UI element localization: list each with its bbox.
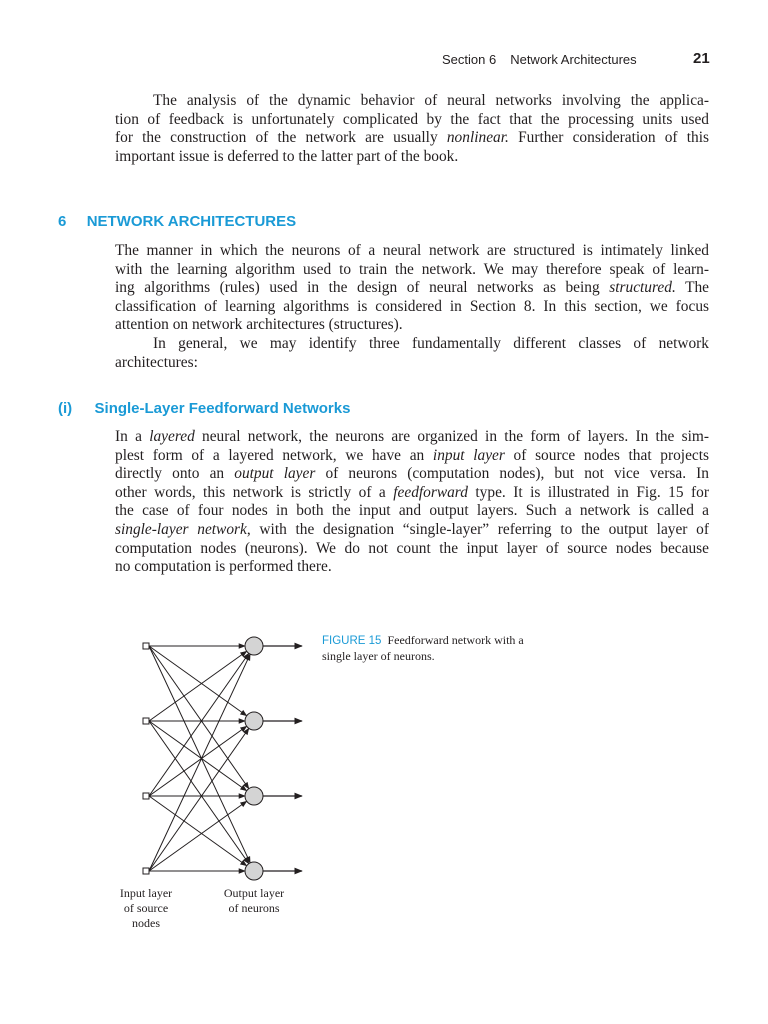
emphasis: structured. — [609, 279, 676, 297]
synapse-connection — [149, 646, 250, 863]
text-line: important issue is deferred to the latter part of the book. — [115, 147, 459, 165]
source-node — [143, 793, 149, 799]
subsection-title: Single-Layer Feedforward Networks — [94, 400, 351, 417]
input-layer-label-lines — [106, 886, 186, 931]
text-line: plest form of a layered network, we have an input layer of source nodes that projects — [115, 446, 710, 464]
output-layer-label-lines — [212, 886, 296, 916]
subsection-number: (i) — [58, 400, 73, 417]
label-line: of neurons — [228, 901, 280, 915]
page-number: 21 — [693, 50, 710, 67]
text-line: The analysis of the dynamic behavior of neural networks involving the applica- — [153, 92, 709, 109]
text-line: In a layered neural network, the neurons are organized in the form of layers. In the sim- — [115, 428, 709, 445]
synapse-connection — [149, 728, 249, 871]
label-line: of source — [123, 901, 169, 915]
label-line: Input layer — [119, 886, 173, 900]
header-title: Network Architectures — [510, 52, 637, 67]
neuron-node — [245, 787, 263, 805]
output-layer-label — [212, 886, 296, 916]
input-layer-label — [106, 886, 186, 931]
emphasis: input layer — [432, 446, 505, 464]
text-line: for the construction of the network are usually nonlinear. Further consideration of this — [115, 129, 709, 147]
section-number: 6 — [58, 213, 67, 230]
synapse-connection — [149, 721, 247, 791]
intro-paragraph-lines — [115, 92, 709, 166]
subsection-paragraph-lines — [115, 428, 709, 577]
subsection-paragraph — [115, 428, 709, 577]
figure-caption — [322, 633, 532, 664]
text-line: no computation is performed there. — [115, 558, 332, 576]
network-nodes — [143, 637, 263, 880]
intro-paragraph — [115, 92, 709, 166]
text-line: directly onto an output layer of neurons (computation nodes), but not vice versa. In — [115, 465, 709, 483]
label-line: Output layer — [223, 886, 285, 900]
text-line: the case of four nodes in both the input and output layers. Such a network is called a — [115, 502, 709, 520]
synapse-connection — [149, 796, 247, 866]
section-title: NETWORK ARCHITECTURES — [86, 213, 297, 230]
neuron-node — [245, 862, 263, 880]
figure-label: FIGURE 15 — [322, 635, 382, 647]
text-line: single-layer network, with the designation “single-layer” referring to the output layer of — [115, 520, 709, 538]
source-node — [143, 868, 149, 874]
synapse-connection — [149, 801, 247, 871]
synapse-connection — [149, 721, 249, 864]
synapse-connection — [149, 646, 249, 789]
text-line: other words, this network is strictly of a feedforward type. It is illustrated in Fig. 15 for — [115, 483, 709, 501]
source-node — [143, 643, 149, 649]
subsection-heading — [58, 400, 350, 417]
text-line: ing algorithms (rules) used in the design of neural networks as being structured. The — [115, 279, 710, 297]
text-line: The manner in which the neurons of a neural network are structured is intimately linked — [115, 242, 709, 259]
synapse-connection — [149, 651, 247, 721]
section-paragraph-1 — [115, 242, 709, 335]
section-heading — [58, 213, 296, 230]
section-paragraph-1-lines — [115, 242, 709, 335]
synapse-connection — [149, 653, 249, 796]
text-line: attention on network architectures (structures). — [115, 316, 403, 334]
figure-caption-text: Feedforward network with a single layer of neurons. — [322, 633, 524, 663]
text-line: In general, we may identify three fundamentally different classes of network — [153, 335, 709, 352]
section-paragraph-2-lines — [115, 335, 709, 372]
emphasis: layered — [149, 428, 195, 445]
neuron-node — [245, 712, 263, 730]
emphasis: single-layer network — [115, 520, 247, 538]
synapse-connection — [149, 654, 250, 871]
feedforward-network-diagram — [100, 600, 320, 900]
synapse-connection — [149, 726, 247, 796]
text-line: architectures: — [115, 353, 198, 371]
running-header — [442, 52, 637, 67]
text-line: classification of learning algorithms is considered in Section 8. In this section, we focus — [115, 297, 709, 315]
emphasis: feedforward — [393, 483, 468, 501]
emphasis: output layer — [234, 465, 316, 483]
label-line: nodes — [132, 916, 160, 930]
emphasis: nonlinear. — [446, 129, 509, 147]
text-line: tion of feedback is unfortunately complicated by the fact that the processing units used — [115, 110, 709, 128]
header-section: Section 6 — [442, 52, 497, 67]
text-line: computation nodes (neurons). We do not count the input layer of source nodes because — [115, 539, 709, 557]
source-node — [143, 718, 149, 724]
synapse-connection — [149, 646, 247, 716]
text-line: with the learning algorithm used to train the network. We may therefore speak of learn- — [115, 260, 709, 278]
section-paragraph-2 — [115, 335, 709, 372]
neuron-node — [245, 637, 263, 655]
network-connections — [149, 646, 302, 871]
